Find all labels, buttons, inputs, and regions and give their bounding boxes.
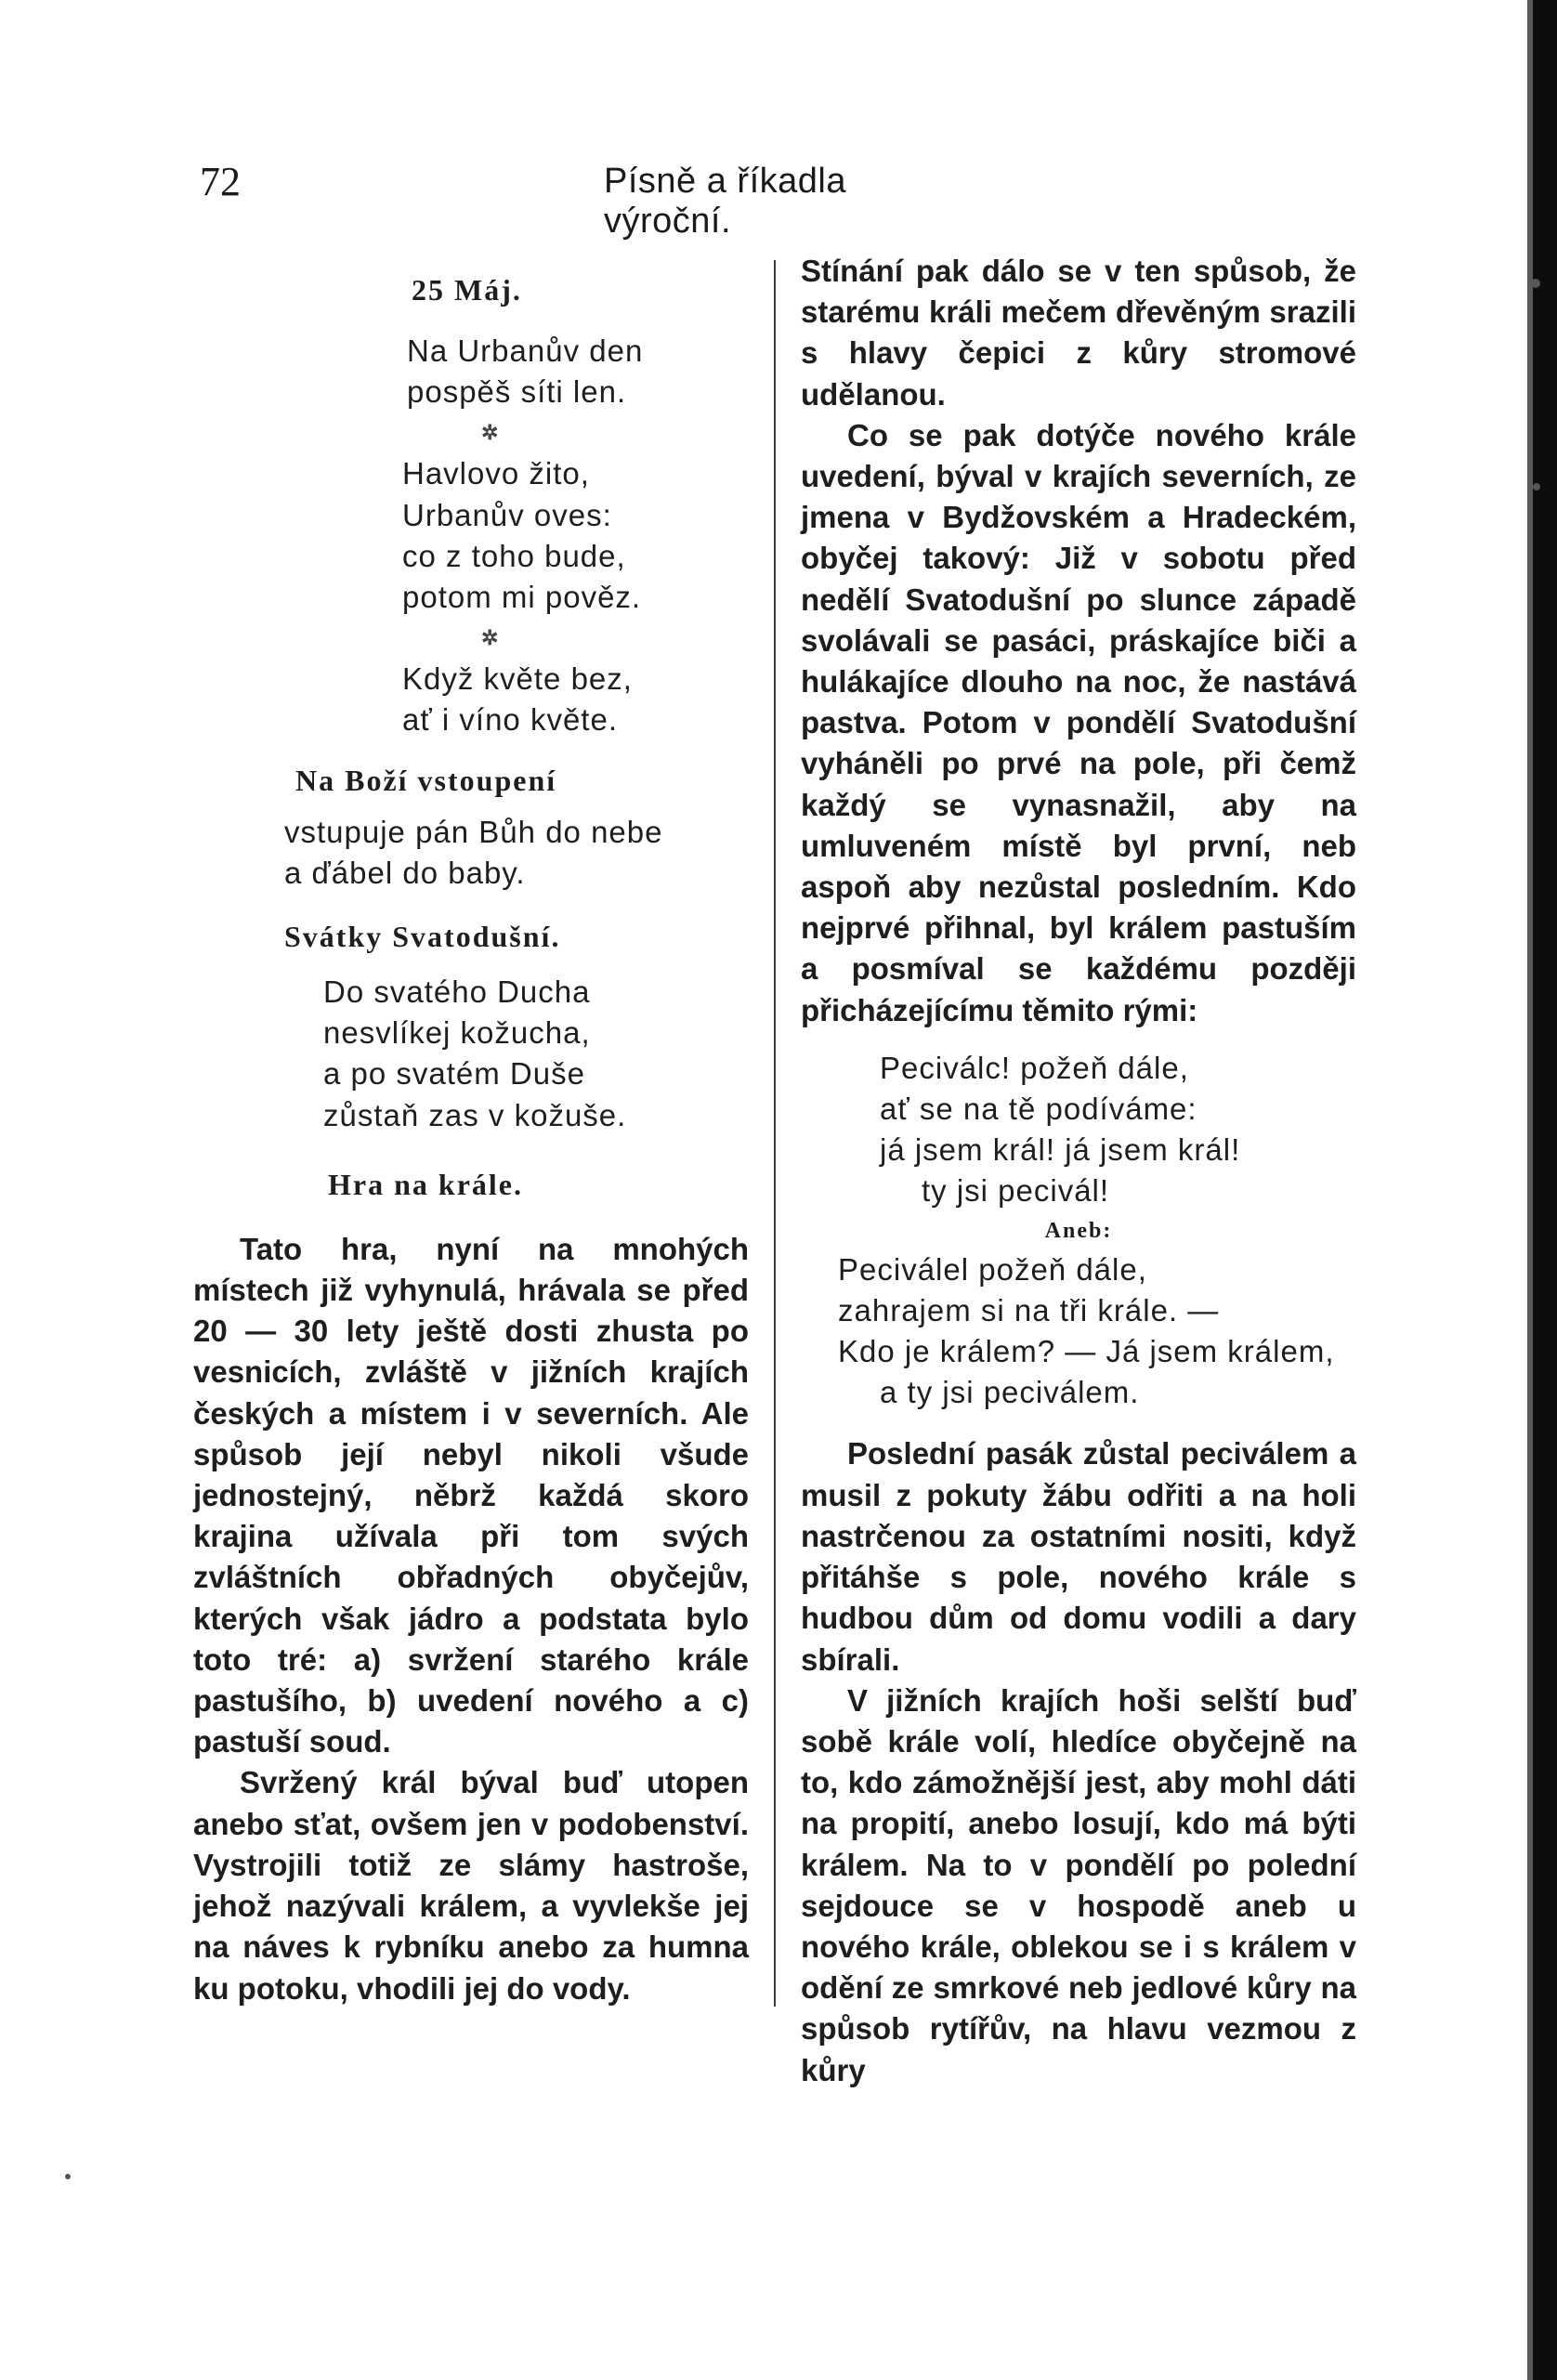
page-edge-inner [1527, 0, 1533, 2380]
verse-line: Urbanův oves: [402, 497, 612, 532]
heading-pentecost: Svátky Svatodušní. [284, 920, 561, 954]
verse-line: zahrajem si na tři krále. — [838, 1292, 1220, 1327]
verse-line: Do svatého Ducha [323, 974, 591, 1010]
verse-label-or: Aneb: [1044, 1218, 1113, 1243]
verse-line: Na Urbanův den [407, 333, 644, 368]
verse-line: ty jsi pecivál! [922, 1173, 1110, 1209]
heading-king-game: Hra na krále. [328, 1167, 523, 1201]
running-head [200, 158, 971, 241]
section-may25 [193, 269, 749, 741]
separator-ornament: ✲ [481, 626, 499, 650]
verse-kings [801, 1249, 1356, 1414]
paragraph: V jižních krajích hoši selští buď sobě krále volí, hledíce obyčejně na to, kdo zámožnější jest, aby mohl dáti na propití, anebo losují, kdo má býti králem. Na to v pondělí po polední sejdouce se v hospodě aneb u nového krále, oblekou se i s králem v odění ze smrkové neb jedlové kůry na spůsob rytířův, na hlavu vezmou z kůry [801, 1682, 1356, 2087]
verse-havel [393, 453, 749, 618]
prose-king-game [193, 1229, 749, 2009]
verse-line: zůstaň zas v kožuše. [323, 1097, 627, 1132]
prose-right-top [801, 251, 1356, 1031]
verse-pecival [801, 1048, 1356, 1212]
print-speck [1531, 279, 1540, 288]
verse-line: pospěš síti len. [407, 374, 627, 410]
verse-bez [393, 659, 749, 740]
verse-line: a ďábel do baby. [284, 855, 526, 890]
paragraph: Stínání pak dálo se v ten spůsob, že starému králi mečem dřevěným srazili s hlavy čepici z kůry stromové udělanou. [801, 254, 1356, 412]
verse-line: ať i víno květe. [402, 702, 618, 738]
page-number: 72 [200, 159, 241, 204]
page-edge-shadow [1533, 0, 1557, 2380]
verse-line: Peciválc! požeň dále, [880, 1050, 1189, 1085]
print-speck [65, 2174, 71, 2179]
paragraph: Poslední pasák zůstal peciválem a musil z pokuty žábu odřiti a na holi nastrčenou za ostatními nositi, když přitáhše s pole, nového krále s hudbou dům od domu vodili a dary sbírali. [801, 1436, 1356, 1677]
print-speck [1533, 483, 1540, 490]
verse-line: co z toho bude, [402, 538, 626, 573]
paragraph: Co se pak dotýče nového krále uvedení, býval v krajích severních, ze jmena v Bydžovském a Hradeckém, obyčej takový: Již v sobotu před nedělí Svatodušní po slunce západě svolávali se pasáci, práskajíce biči a hulákajíce dlouho na noc, že nastává pastva. Potom v pondělí Svatodušní vyháněli po prvé na pole, při čemž každý se vynasnažil, aby na umluveném místě byl první, neb aspoň aby nezůstal posledním. Kdo nejprvé přihnal, byl králem pastuším a posmíval se každému později přicházejícímu těmito rými: [801, 417, 1356, 1027]
left-column [193, 251, 749, 2009]
verse-line: Peciválel požeň dále, [838, 1251, 1147, 1287]
verse-line: nesvlíkej kožucha, [323, 1015, 591, 1051]
verse-pentecost [193, 972, 749, 1136]
verse-line: ať se na tě podíváme: [880, 1092, 1197, 1127]
heading-may25: 25 Máj. [412, 273, 522, 307]
separator-ornament: ✲ [481, 421, 499, 445]
paragraph: Svržený král býval buď utopen anebo sťat, ovšem jen v podobenství. Vystrojili totiž ze slámy hastroše, jehož nazývali králem, a vyvlekše jej na náves k rybníku anebo za humna ku potoku, vhodili jej do vody. [193, 1765, 749, 2006]
verse-line: potom mi pověz. [402, 580, 642, 615]
verse-line: vstupuje pán Bůh do nebe [284, 814, 663, 849]
column-divider [774, 260, 776, 2007]
heading-ascension: Na Boží vstoupení [295, 763, 557, 797]
verse-line: Havlovo žito, [402, 456, 590, 491]
verse-urban [393, 331, 749, 412]
verse-line: já jsem král! já jsem král! [880, 1132, 1241, 1168]
verse-line: Když květe bez, [402, 661, 633, 697]
verse-line: a po svatém Duše [323, 1056, 585, 1092]
running-title: Písně a říkadla výroční. [604, 162, 846, 241]
verse-line: a ty jsi peciválem. [880, 1375, 1140, 1410]
paragraph: Tato hra, nyní na mnohých místech již vyhynulá, hrávala se před 20 — 30 lety ještě dosti zhusta po vesnicích, zvláště v jižních krajích českých a místem i v severních. Ale spůsob její nebyl nikoli všude jednostejný, něbrž každá skoro krajina užívala při tom svých zvláštních obřadných obyčejův, kterých však jádro a podstata bylo toto tré: a) svržení starého krále pastušího, b) uvedení nového a c) pastuší soud. [193, 1231, 749, 1759]
verse-line: Kdo je králem? — Já jsem králem, [838, 1334, 1335, 1369]
right-column [801, 251, 1356, 2091]
verse-ascension [193, 812, 749, 894]
prose-right-bottom [801, 1433, 1356, 2090]
